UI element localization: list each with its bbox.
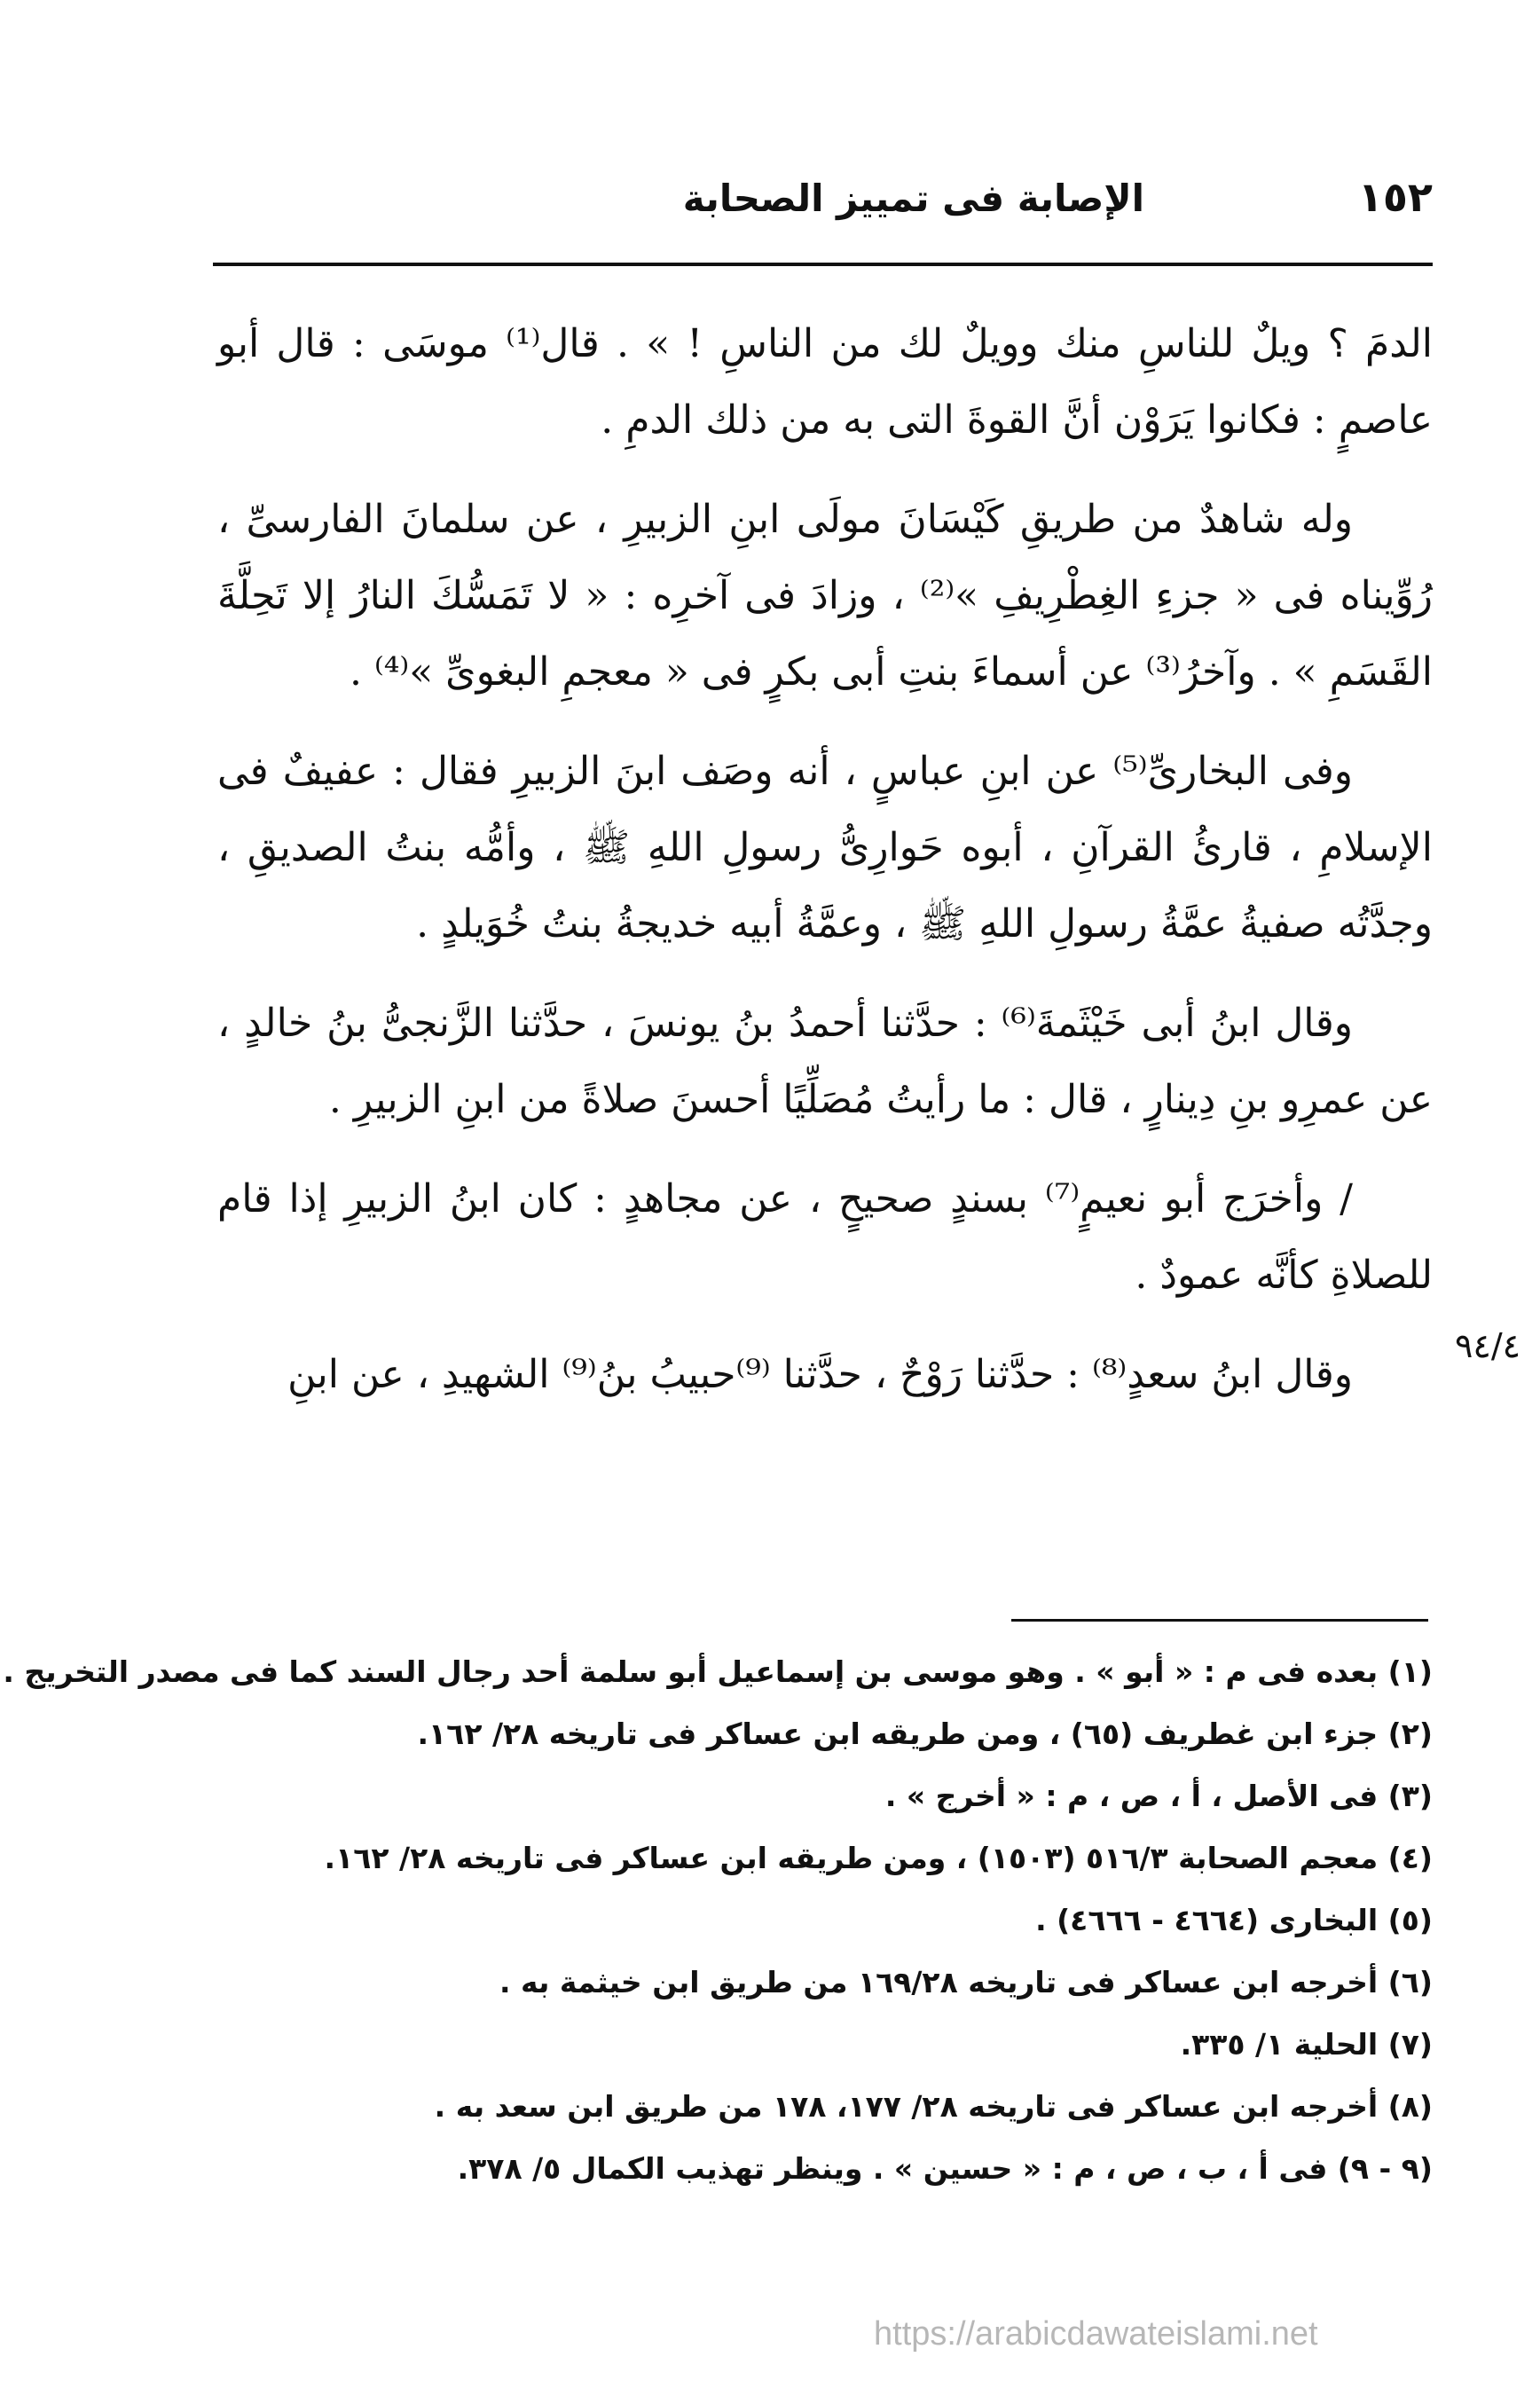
footnote: (٥) البخارى (٤٦٦٤ - ٤٦٦٦) . [1035,1903,1433,1937]
footnote: (٣) فى الأصل ، أ ، ص ، م : « أخرج » . [884,1779,1433,1813]
footnote-separator [1011,1619,1428,1622]
page-number: ١٥٢ [1357,173,1433,221]
header-rule [213,263,1433,266]
paragraph: وقال ابنُ سعدٍ⁽⁸⁾ : حدَّثنا رَوْحٌ ، حدَّثنا ⁽⁹⁾حبيبُ بنُ⁽⁹⁾ الشهيدِ ، عن ابنِ [287,1352,1353,1397]
main-text [217,306,1433,1436]
watermark-url: https://arabicdawateislami.net [874,2315,1318,2353]
running-title: الإصابة فى تمييز الصحابة [682,177,1144,220]
footnote: (٢) جزء ابن غطريف (٦٥) ، ومن طريقه ابن عساكر فى تاريخه ٢٨/ ١٦٢. [417,1717,1433,1751]
footnote: (٧) الحلية ١/ ٣٣٥. [1180,2027,1433,2062]
margin-volume-page-reference: ٩٤/٤ [1455,1326,1521,1365]
paragraph: وفى البخارىِّ⁽⁵⁾ عن ابنِ عباسٍ ، أنه وصَف ابنَ الزبيرِ فقال : عفيفٌ فى الإسلامِ ، قارئُ القرآنِ ، أبوه حَوارِىُّ رسولِ اللهِ ﷺ ، وأمُّه بنتُ الصديقِ ، وجدَّتُه صفيةُ عمَّةُ رسولِ اللهِ ﷺ ، وعمَّةُ أبيه خديجةُ بنتُ خُوَيلدٍ . [217,749,1433,947]
footnotes [3,1641,1433,2200]
paragraph: وله شاهدٌ من طريقِ كَيْسَانَ مولَى ابنِ الزبيرِ ، عن سلمانَ الفارسىِّ ، رُوِّيناه فى « جزءِ الغِطْرِيفِ »⁽²⁾ ، وزادَ فى آخرِه : « لا تَمَسُّكَ النارُ إلا تَحِلَّةَ القَسَمِ » . وآخرُ⁽³⁾ عن أسماءَ بنتِ أبى بكرٍ فى « معجمِ البغوىِّ »⁽⁴⁾ . [217,497,1433,695]
paragraph: وقال ابنُ أبى خَيْثَمةَ⁽⁶⁾ : حدَّثنا أحمدُ بنُ يونسَ ، حدَّثنا الزَّنجىُّ بنُ خالدٍ ، عن عمرِو بنِ دِينارٍ ، قال : ما رأيتُ مُصَلِّيًا أحسنَ صلاةً من ابنِ الزبيرِ . [217,1001,1433,1122]
paragraph: / وأخرَج أبو نعيمٍ⁽⁷⁾ بسندٍ صحيحٍ ، عن مجاهدٍ : كان ابنُ الزبيرِ إذا قام للصلاةِ كأنَّه عمودٌ . [217,1176,1433,1298]
footnote: (٨) أخرجه ابن عساكر فى تاريخه ٢٨/ ١٧٧، ١٧٨ من طريق ابن سعد به . [434,2089,1433,2124]
footnote: (٩ - ٩) فى أ ، ب ، ص ، م : « حسين » . وينظر تهذيب الكمال ٥/ ٣٧٨. [457,2151,1433,2186]
paragraph: الدمَ ؟ ويلٌ للناسِ منك وويلٌ لك من الناسِ ! » . قال⁽¹⁾ موسَى : قال أبو عاصمٍ : فكانوا يَرَوْن أنَّ القوةَ التى به من ذلك الدمِ . [217,321,1433,443]
footnote: (٤) معجم الصحابة ٥١٦/٣ (١٥٠٣) ، ومن طريقه ابن عساكر فى تاريخه ٢٨/ ١٦٢. [324,1841,1433,1875]
footnote: (٦) أخرجه ابن عساكر فى تاريخه ١٦٩/٢٨ من طريق ابن خيثمة به . [499,1965,1433,1999]
footnote: (١) بعده فى م : « أبو » . وهو موسى بن إسماعيل أبو سلمة أحد رجال السند كما فى مصدر التخريج . [3,1654,1433,1689]
running-header [213,173,1433,244]
